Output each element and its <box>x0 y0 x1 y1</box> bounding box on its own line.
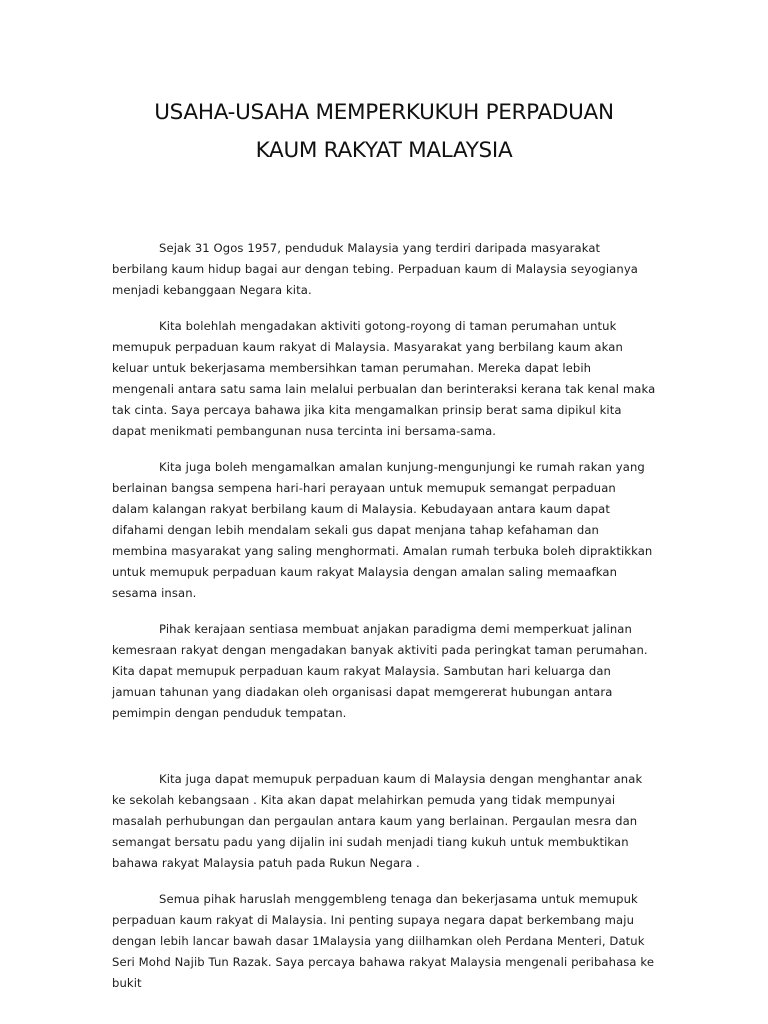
document-body <box>112 238 656 994</box>
title-line-1: USAHA-USAHA MEMPERKUKUH PERPADUAN <box>154 100 614 125</box>
paragraph-3: Kita juga boleh mengamalkan amalan kunjung-mengunjungi ke rumah rakan yang berlainan bangsa sempena hari-hari perayaan untuk memupuk semangat perpaduan dalam kalangan rakyat berbilang kaum di Malaysia. Kebudayaan antara kaum dapat difahami dengan lebih mendalam sekali gus dapat menjana tahap kefahaman dan membina masyarakat yang saling menghormati. Amalan rumah terbuka boleh dipraktikkan untuk memupuk perpaduan kaum rakyat Malaysia dengan amalan saling memaafkan sesama insan. <box>112 460 653 600</box>
page-title <box>112 94 656 170</box>
title-line-2: KAUM RAKYAT MALAYSIA <box>255 138 513 163</box>
paragraph-6: Semua pihak haruslah menggembleng tenaga dan bekerjasama untuk memupuk perpaduan kaum rakyat di Malaysia. Ini penting supaya negara dapat berkembang maju dengan lebih lancar bawah dasar 1Malaysia yang diilhamkan oleh Perdana Menteri, Datuk Seri Mohd Najib Tun Razak. Saya percaya bahawa rakyat Malaysia mengenali peribahasa ke bukit <box>112 892 655 990</box>
paragraph-5: Kita juga dapat memupuk perpaduan kaum di Malaysia dengan menghantar anak ke sekolah kebangsaan . Kita akan dapat melahirkan pemuda yang tidak mempunyai masalah perhubungan dan pergaulan antara kaum yang berlainan. Pergaulan mesra dan semangat bersatu padu yang dijalin ini sudah menjadi tiang kukuh untuk membuktikan bahawa rakyat Malaysia patuh pada Rukun Negara . <box>112 772 643 870</box>
paragraph-2: Kita bolehlah mengadakan aktiviti gotong-royong di taman perumahan untuk memupuk perpaduan kaum rakyat di Malaysia. Masyarakat yang berbilang kaum akan keluar untuk bekerjasama membersihkan taman perumahan. Mereka dapat lebih mengenali antara satu sama lain melalui perbualan dan berinteraksi kerana tak kenal maka tak cinta. Saya percaya bahawa jika kita mengamalkan prinsip berat sama dipikul kita dapat menikmati pembangunan nusa tercinta ini bersama-sama. <box>112 319 656 438</box>
paragraph-4: Pihak kerajaan sentiasa membuat anjakan paradigma demi memperkuat jalinan kemesraan rakyat dengan mengadakan banyak aktiviti pada peringkat taman perumahan. Kita dapat memupuk perpaduan kaum rakyat Malaysia. Sambutan hari keluarga dan jamuan tahunan yang diadakan oleh organisasi dapat memgererat hubungan antara pemimpin dengan penduduk tempatan. <box>112 622 648 720</box>
paragraph-1: Sejak 31 Ogos 1957, penduduk Malaysia yang terdiri daripada masyarakat berbilang kaum hidup bagai aur dengan tebing. Perpaduan kaum di Malaysia seyogianya menjadi kebanggaan Negara kita. <box>112 241 638 297</box>
